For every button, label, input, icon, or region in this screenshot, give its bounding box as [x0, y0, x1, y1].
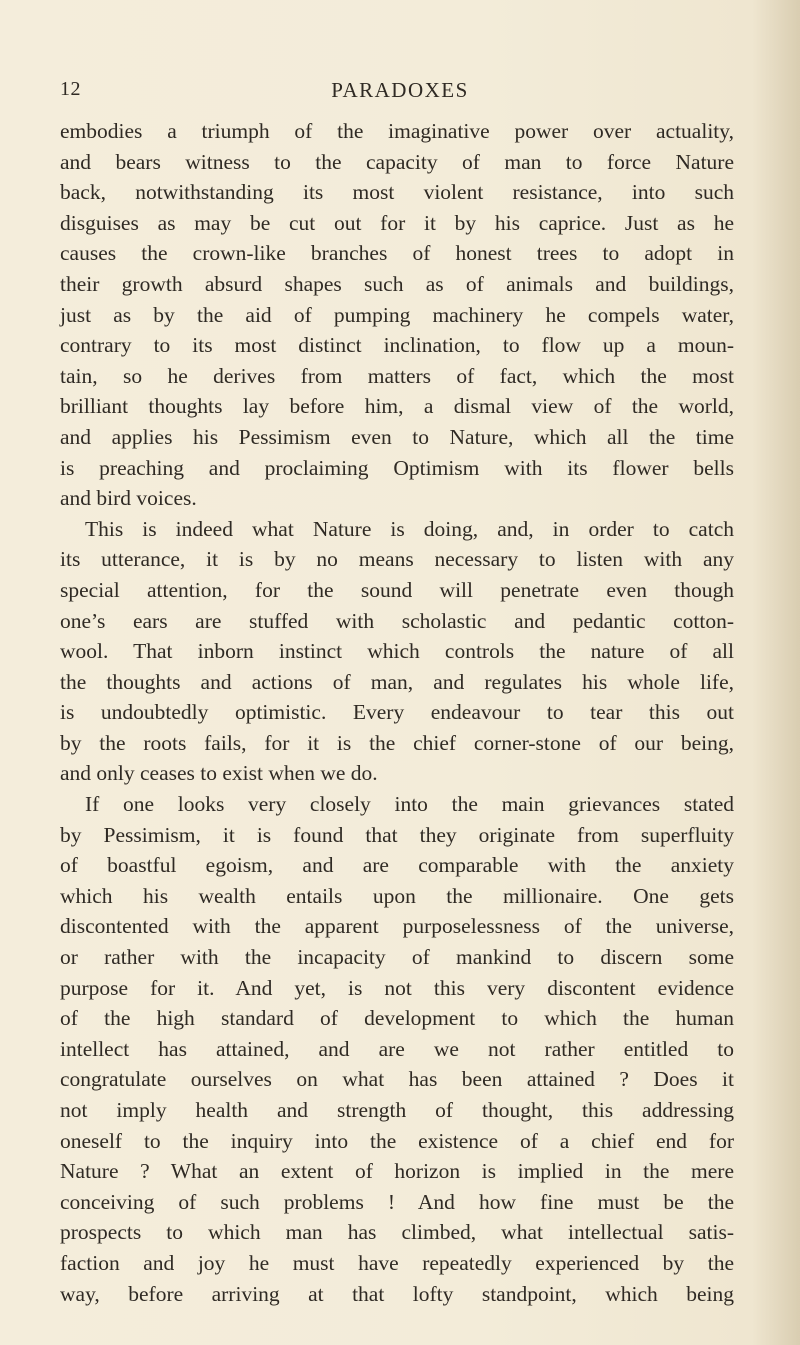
text-line: brilliant thoughts lay before him, a dismal view of the world, — [60, 394, 734, 419]
text-line: by the roots fails, for it is the chief corner-stone of our being, — [60, 730, 734, 755]
text-line: intellect has attained, and are we not rather entitled to — [60, 1036, 734, 1061]
text-line: prospects to which man has climbed, what intellectual satis- — [60, 1220, 734, 1245]
paragraph-start-line: If one looks very closely into the main grievances stated — [85, 792, 734, 817]
text-line: or rather with the incapacity of mankind to discern some — [60, 945, 734, 970]
page-number: 12 — [60, 78, 81, 100]
running-head: PARADOXES — [331, 78, 469, 102]
text-line: discontented with the apparent purposelessness of the universe, — [60, 914, 734, 939]
text-line: special attention, for the sound will penetrate even though — [60, 577, 734, 602]
text-line: its utterance, it is by no means necessary to listen with any — [60, 547, 734, 572]
text-line: oneself to the inquiry into the existence of a chief end for — [60, 1128, 734, 1153]
text-line: wool. That inborn instinct which controls the nature of all — [60, 639, 734, 664]
text-line: purpose for it. And yet, is not this very discontent evidence — [60, 975, 734, 1000]
page-header — [0, 78, 800, 106]
text-line: is undoubtedly optimistic. Every endeavour to tear this out — [60, 700, 734, 725]
text-line: back, notwithstanding its most violent resistance, into such — [60, 180, 734, 205]
text-line: by Pessimism, it is found that they originate from superfluity — [60, 822, 734, 847]
text-line: and only ceases to exist when we do. — [60, 761, 378, 786]
paragraph-start-line: This is indeed what Nature is doing, and, in order to catch — [85, 516, 734, 541]
text-line: causes the crown-like branches of honest trees to adopt in — [60, 241, 734, 266]
text-line: is preaching and proclaiming Optimism with its flower bells — [60, 455, 734, 480]
text-line: Nature ? What an extent of horizon is implied in the mere — [60, 1159, 734, 1184]
body-text — [60, 116, 734, 1309]
text-line: of the high standard of development to which the human — [60, 1006, 734, 1031]
text-line: and applies his Pessimism even to Nature, which all the time — [60, 424, 734, 449]
text-line: one’s ears are stuffed with scholastic and pedantic cotton- — [60, 608, 734, 633]
text-line: just as by the aid of pumping machinery he compels water, — [60, 302, 734, 327]
text-line: faction and joy he must have repeatedly experienced by the — [60, 1250, 734, 1275]
text-line: and bears witness to the capacity of man to force Nature — [60, 149, 734, 174]
text-line: contrary to its most distinct inclination, to flow up a moun- — [60, 333, 734, 358]
text-line: tain, so he derives from matters of fact, which the most — [60, 363, 734, 388]
text-line: of boastful egoism, and are comparable with the anxiety — [60, 853, 734, 878]
text-line: their growth absurd shapes such as of animals and buildings, — [60, 271, 734, 296]
text-line: congratulate ourselves on what has been attained ? Does it — [60, 1067, 734, 1092]
text-line: and bird voices. — [60, 486, 197, 511]
text-line: the thoughts and actions of man, and regulates his whole life, — [60, 669, 734, 694]
text-line: not imply health and strength of thought, this addressing — [60, 1098, 734, 1122]
text-line: way, before arriving at that lofty standpoint, which being — [60, 1281, 734, 1306]
text-line: which his wealth entails upon the millionaire. One gets — [60, 883, 734, 908]
text-line: embodies a triumph of the imaginative power over actuality, — [60, 119, 734, 143]
text-line: conceiving of such problems ! And how fine must be the — [60, 1189, 734, 1214]
text-line: disguises as may be cut out for it by his caprice. Just as he — [60, 210, 734, 235]
